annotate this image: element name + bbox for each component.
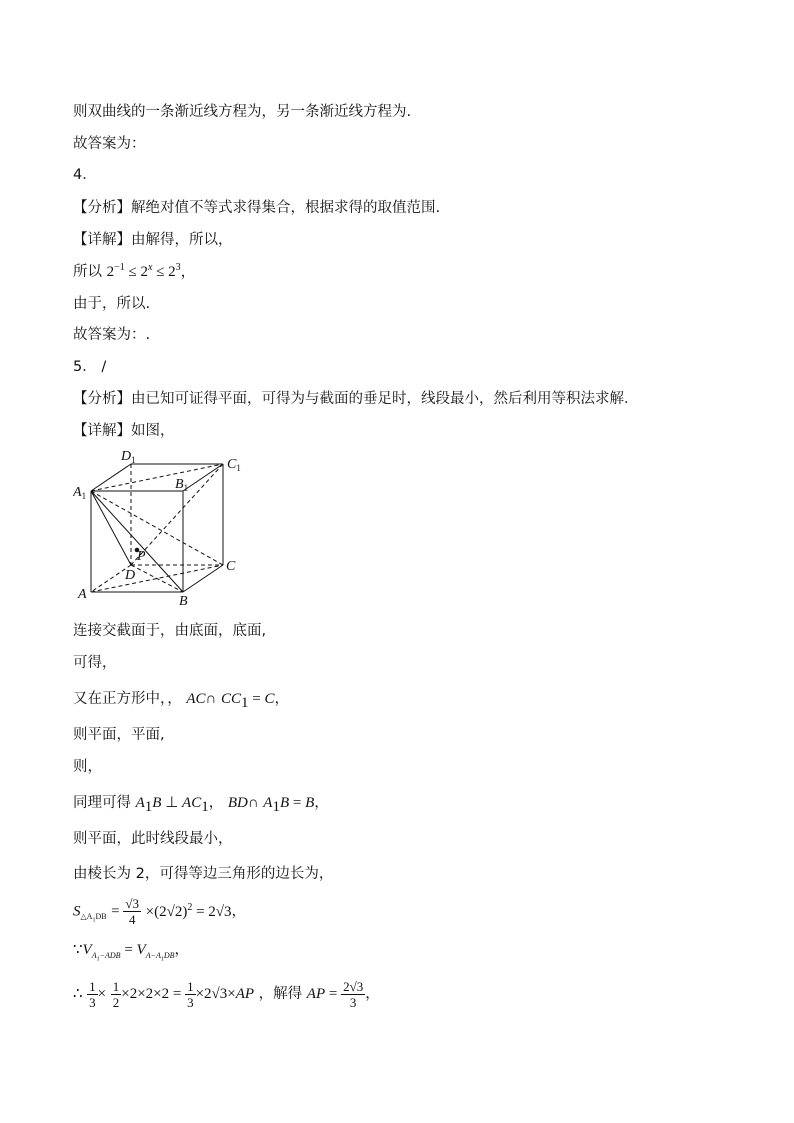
label-p: P <box>137 549 146 564</box>
detail-tag: 【详解】 <box>73 232 131 248</box>
detail-text: 由解得，所以， <box>131 232 233 248</box>
detail-5-min: 则平面，此时线段最小， <box>73 831 233 847</box>
label-b1: $B_1$ <box>175 477 189 493</box>
question-number-5: 5． / <box>73 359 107 375</box>
label-d: D <box>125 568 136 583</box>
detail-5-similarly: 同理可得 $A_1B$ ⊥ $AC_1$， BD∩ $A_1B = B$， <box>73 795 329 815</box>
detail-tag: 【详解】 <box>73 423 131 439</box>
label-c1: $C_1$ <box>227 457 241 473</box>
analysis-tag: 【分析】 <box>73 391 131 407</box>
detail-4-inequality <box>73 262 196 282</box>
formula-area: $S_{\triangle A_1DB}$ = $\frac{√3}{4}$ $\times(2√2)^2 = 2√3$， <box>73 896 247 927</box>
detail-5-plane: 则平面，平面, <box>73 727 165 743</box>
analysis-4 <box>73 198 440 218</box>
detail-5 <box>73 421 175 441</box>
question-number-4: 4． <box>73 167 97 183</box>
math-inequality: $2^{-1} \le 2^x \le 2^3$， <box>106 262 196 280</box>
detail-5-edge: 由棱长为 2，可得等边三角形的边长为， <box>73 866 334 882</box>
detail-5-square: 又在正方形中，， AC∩ $CC_1 = C$， <box>73 691 289 711</box>
text-line-asymptote: 则双曲线的一条渐近线方程为，另一条渐近线方程为. <box>73 104 412 120</box>
analysis-tag: 【分析】 <box>73 200 131 216</box>
label-b: B <box>179 594 188 608</box>
text-solve: ，解得 <box>258 986 303 1002</box>
text-square: 又在正方形中，， <box>73 691 182 707</box>
detail-text: 如图， <box>131 423 175 439</box>
math-perp: A <box>135 795 145 811</box>
text-so: 所以 <box>73 264 102 280</box>
label-a: A <box>78 587 87 602</box>
math-ac-cc1: AC <box>186 691 206 707</box>
detail-5-get: 可得， <box>73 655 117 671</box>
label-a1: $A_1$ <box>73 485 87 501</box>
cube-figure <box>73 448 253 608</box>
analysis-5 <box>73 389 639 409</box>
detail-5-connect: 连接交截面于，由底面，底面, <box>73 623 267 639</box>
analysis-text: 由已知可证得平面，可得为与截面的垂足时，线段最小，然后利用等积法求解． <box>131 391 639 407</box>
formula-solve-ap: ∴ $\frac{1}{3}$ × $\frac{1}{2}$ ×2×2×2 = $\frac{1}{3}$ ×2√3×AP ，解得 AP = $\frac{2√3}{3}$ ， <box>73 978 380 1010</box>
label-d1: $D_1$ <box>121 449 136 465</box>
analysis-text: 解绝对值不等式求得集合，根据求得的取值范围. <box>131 200 441 216</box>
text-line-answer-3: 故答案为： <box>73 136 146 152</box>
detail-4 <box>73 230 233 250</box>
formula-volume-equal: $\because V_{A_1-ADB} = V_{A-A_1DB}$， <box>73 942 190 963</box>
detail-4-since: 由于，所以. <box>73 296 151 312</box>
text-similarly: 同理可得 <box>73 795 131 811</box>
label-c: C <box>226 559 236 574</box>
detail-5-then: 则， <box>73 759 102 775</box>
text-line-answer-4: 故答案为：. <box>73 327 151 343</box>
